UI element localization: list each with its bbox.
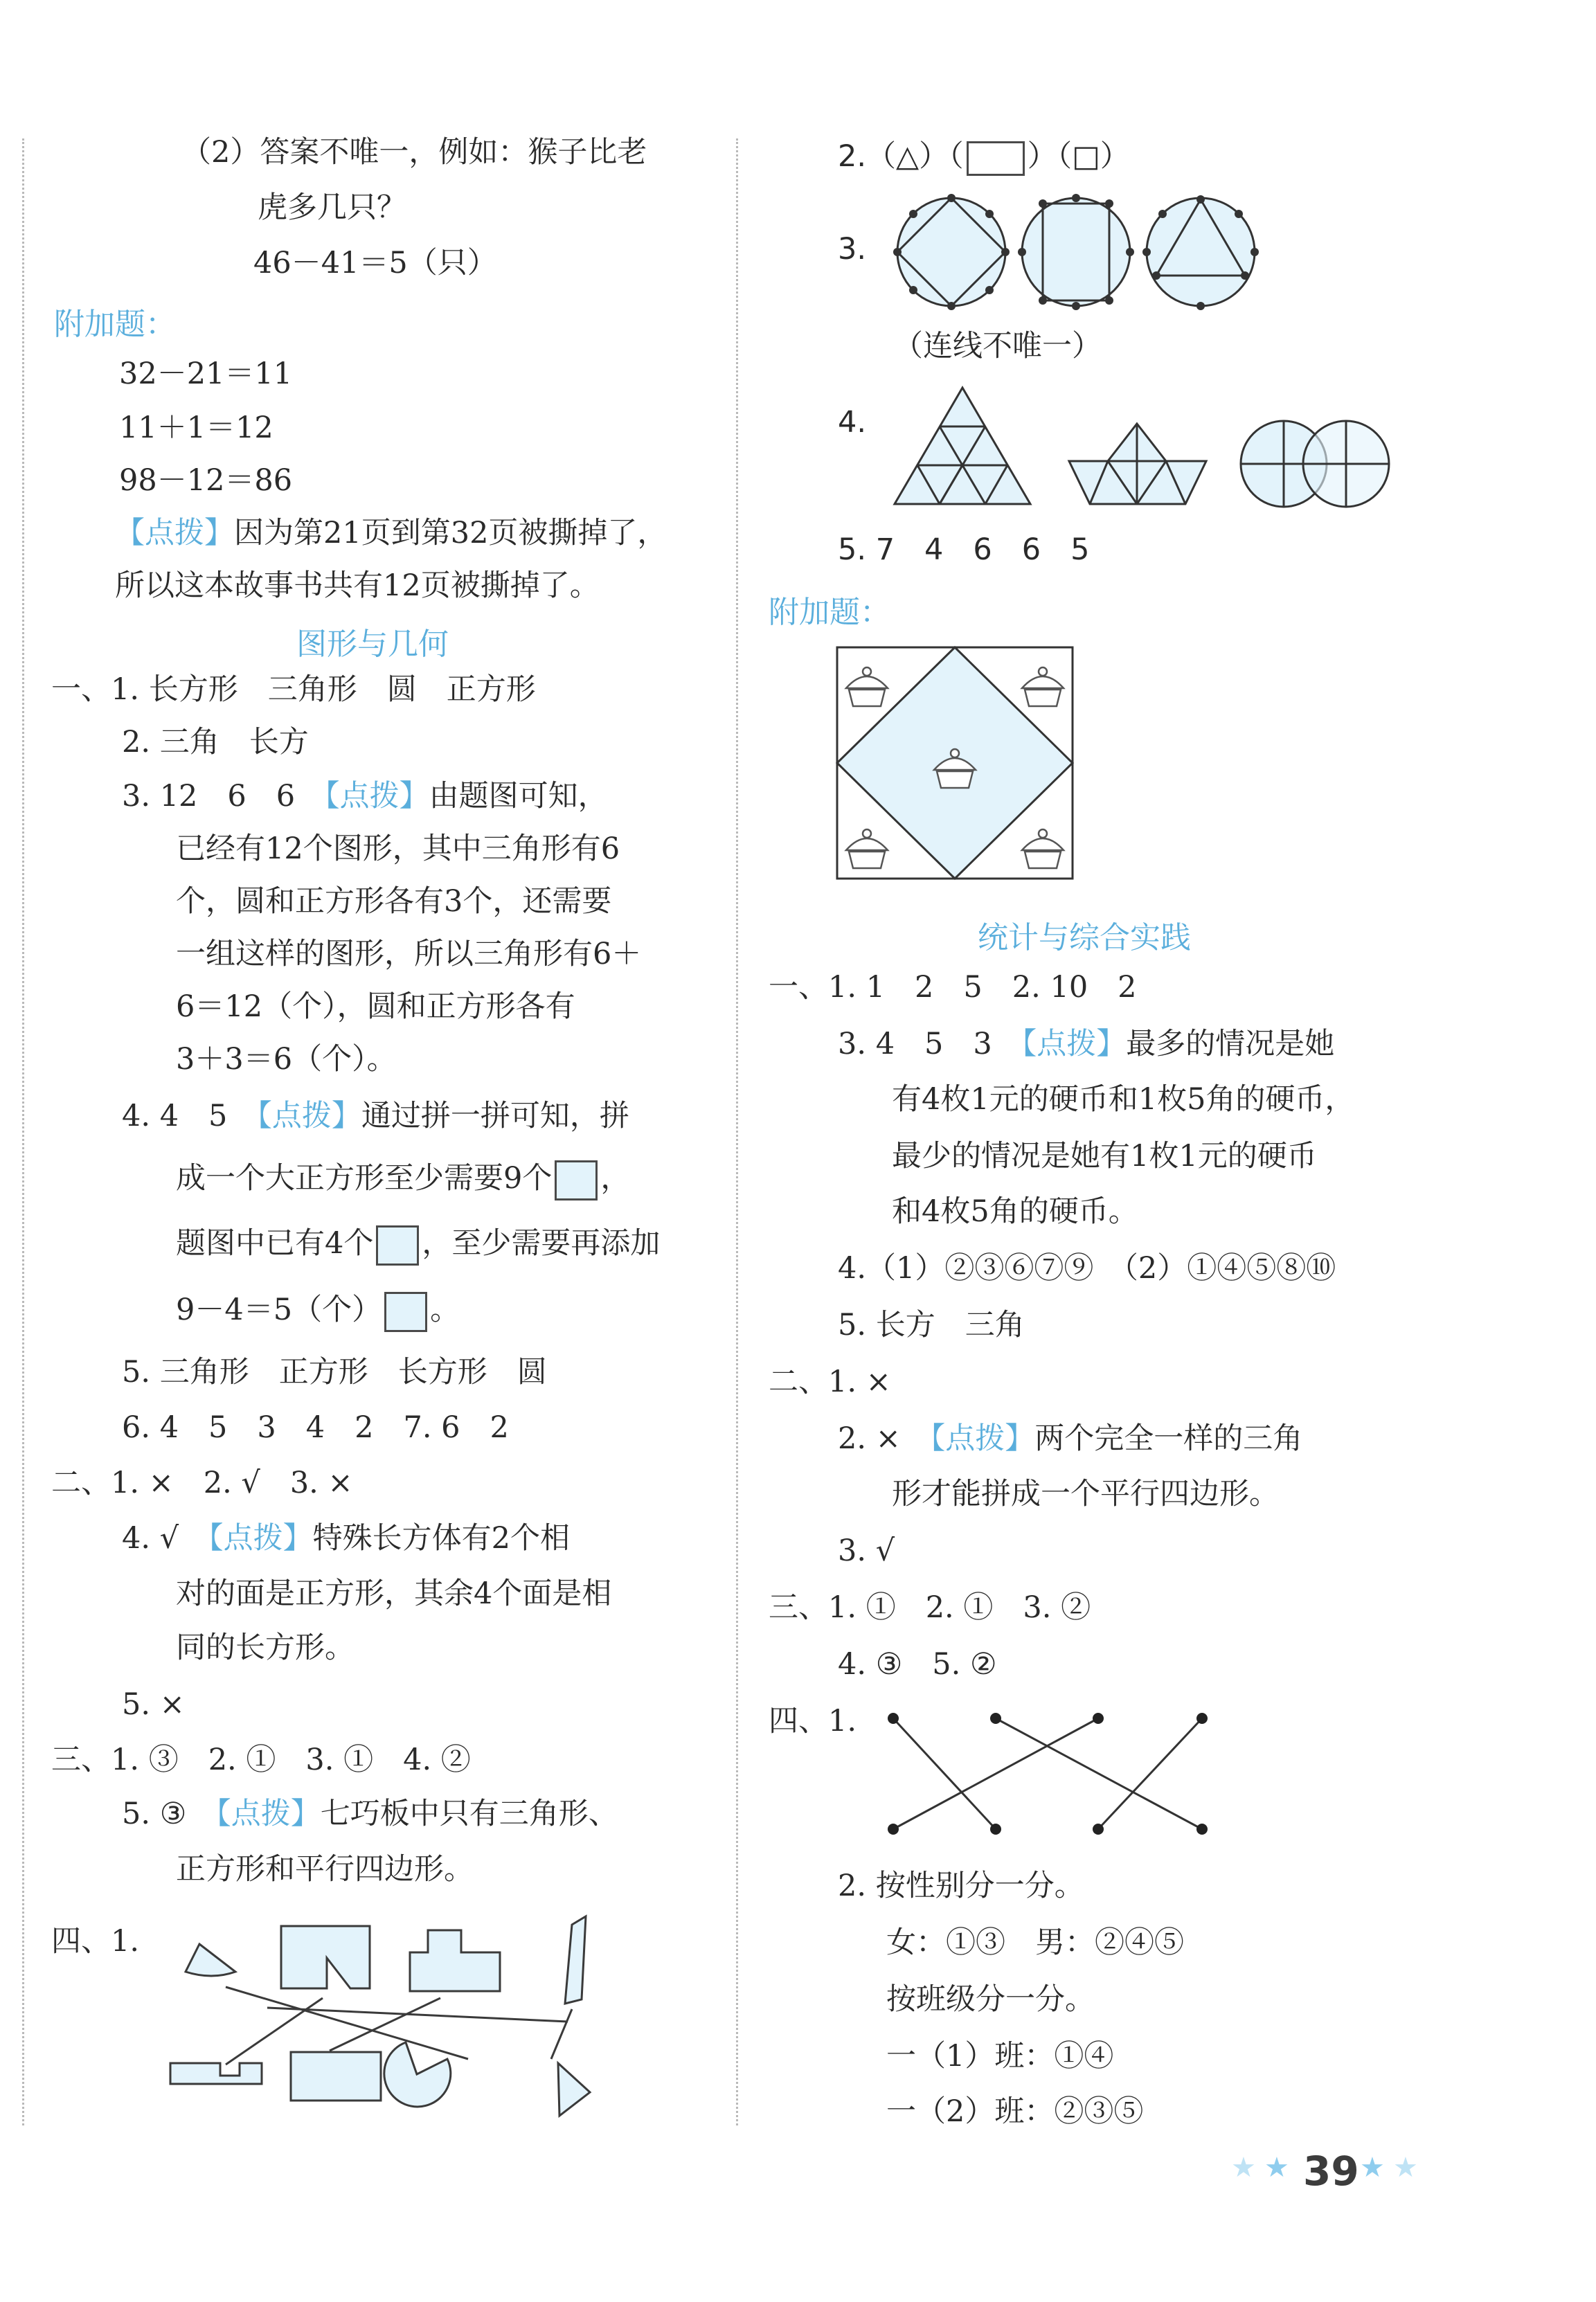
section-title-statistics: 统计与综合实践 — [978, 920, 1191, 955]
answer-line: 11＋1＝12 — [119, 411, 274, 445]
tip-line: 所以这本故事书共有12页被撕掉了。 — [115, 568, 600, 603]
answer-line: 3＋3＝6（个）。 — [176, 1042, 397, 1077]
answer-line: 女：①③ 男：②④⑤ — [886, 1925, 1184, 1960]
small-square-icon — [555, 1160, 598, 1201]
answer-line: 5. 7 4 6 6 5 — [838, 532, 1090, 567]
tip-tag: 【点拨】 — [930, 1421, 1035, 1456]
answer-line: 4. ③ 5. ② — [838, 1647, 997, 1682]
answer-line: 3. 12 6 6 【点拨】由题图可知， — [122, 779, 608, 813]
tip-line: 【点拨】因为第21页到第32页被撕掉了， — [115, 516, 667, 550]
answer-line: 3. √ — [838, 1534, 895, 1568]
answer-line: 6. 4 5 3 4 2 7. 6 2 — [122, 1410, 509, 1445]
answer-line: 9－4＝5（个） 。 — [176, 1289, 460, 1332]
answer-line: 三、1. ① 2. ① 3. ② — [769, 1590, 1091, 1625]
dot-matching-figure — [882, 1705, 1214, 1843]
answer-line: 四、1. — [51, 1924, 140, 1959]
answer-line: 5. × — [122, 1687, 185, 1722]
answer-line: 2.（△）（ ）（□） — [838, 136, 1130, 177]
answer-line: 4.（1）②③⑥⑦⑨ （2）①④⑤⑧⑩ — [838, 1251, 1336, 1286]
answer-line: （2）答案不唯一，例如：猴子比老 — [181, 135, 647, 170]
star-icon: ★ — [1393, 2152, 1418, 2184]
star-icon: ★ — [1360, 2152, 1385, 2184]
column-divider — [736, 138, 738, 2125]
answer-line: 4. 4 5 【点拨】通过拼一拼可知，拼 — [122, 1099, 629, 1133]
bonus-heading: 附加题： — [54, 307, 176, 342]
tip-tag: 【点拨】 — [325, 779, 429, 813]
answer-line: 按班级分一分。 — [886, 1982, 1095, 2017]
answer-line: 2. × 【点拨】两个完全一样的三角 — [838, 1421, 1303, 1456]
answer-line: 一组这样的图形，所以三角形有6＋ — [176, 937, 642, 971]
section-title-geometry: 图形与几何 — [296, 627, 449, 662]
answer-line: 已经有12个图形，其中三角形有6 — [176, 831, 620, 866]
answer-line: 5. 长方 三角 — [838, 1308, 1025, 1342]
answer-line: 个，圆和正方形各有3个，还需要 — [176, 884, 612, 919]
answer-line: 和4枚5角的硬币。 — [892, 1194, 1138, 1229]
answer-line: 对的面是正方形，其余4个面是相 — [176, 1576, 612, 1611]
page-number: 39 — [1303, 2148, 1359, 2195]
answer-line: 一、1. 1 2 5 2. 10 2 — [769, 970, 1137, 1005]
answer-line: 5. 三角形 正方形 长方形 圆 — [122, 1355, 547, 1390]
rectangle-shape-icon — [967, 141, 1025, 176]
answer-line: （连线不唯一） — [893, 329, 1102, 363]
answer-line: 最少的情况是她有1枚1元的硬币 — [892, 1139, 1317, 1174]
answer-line: 4. √ 【点拨】特殊长方体有2个相 — [122, 1521, 570, 1556]
cupcake-square-figure — [835, 645, 1077, 881]
tip-tag: 【点拨】 — [1021, 1027, 1127, 1061]
star-icon: ★ — [1231, 2152, 1256, 2184]
tip-tag: 【点拨】 — [208, 1521, 313, 1556]
answer-label: 3. — [838, 232, 867, 267]
left-margin-rule — [22, 138, 24, 2125]
small-square-icon — [384, 1292, 427, 1332]
tip-tag: 【点拨】 — [115, 516, 234, 550]
answer-line: 2. 按性别分一分。 — [838, 1869, 1084, 1903]
small-square-icon — [376, 1225, 419, 1266]
answer-line: 三、1. ③ 2. ① 3. ① 4. ② — [51, 1743, 471, 1777]
star-icon: ★ — [1264, 2152, 1289, 2184]
answer-line: 形才能拼成一个平行四边形。 — [892, 1477, 1279, 1511]
answer-line: 一、1. 长方形 三角形 圆 正方形 — [51, 672, 536, 707]
answer-line: 同的长方形。 — [176, 1630, 355, 1665]
answer-line: 3. 4 5 3 【点拨】最多的情况是她 — [838, 1027, 1335, 1061]
answer-line: 虎多几只？ — [258, 190, 406, 225]
tip-tag: 【点拨】 — [257, 1099, 361, 1133]
answer-line: 6＝12（个），圆和正方形各有 — [176, 989, 575, 1024]
answer-line: 5. ③ 【点拨】七巧板中只有三角形、 — [122, 1797, 618, 1831]
answer-line: 98－12＝86 — [119, 463, 293, 498]
answer-line: 成一个大正方形至少需要9个 ， — [176, 1158, 630, 1201]
circle-inscribed-figures — [889, 191, 1263, 316]
bonus-heading: 附加题： — [769, 595, 890, 630]
answer-line: 题图中已有4个 ，至少需要再添加 — [176, 1223, 660, 1266]
tip-tag: 【点拨】 — [216, 1797, 321, 1831]
answer-line: 二、1. × — [769, 1365, 891, 1399]
answer-line: 一（1）班：①④ — [886, 2039, 1114, 2074]
answer-line: 一（2）班：②③⑤ — [886, 2094, 1144, 2129]
answer-line: 正方形和平行四边形。 — [176, 1852, 474, 1887]
divided-shapes-figure — [889, 382, 1415, 521]
answer-line: 有4枚1元的硬币和1枚5角的硬币， — [892, 1082, 1355, 1117]
answer-line: 2. 三角 长方 — [122, 725, 309, 759]
answer-line: 46－41＝5（只） — [253, 246, 497, 280]
answer-line: 32－21＝11 — [119, 357, 293, 391]
shape-matching-figure — [163, 1911, 607, 2139]
answer-line: 四、1. — [769, 1704, 857, 1738]
answer-line: 二、1. × 2. √ 3. × — [51, 1466, 353, 1500]
answer-label: 4. — [838, 405, 867, 440]
